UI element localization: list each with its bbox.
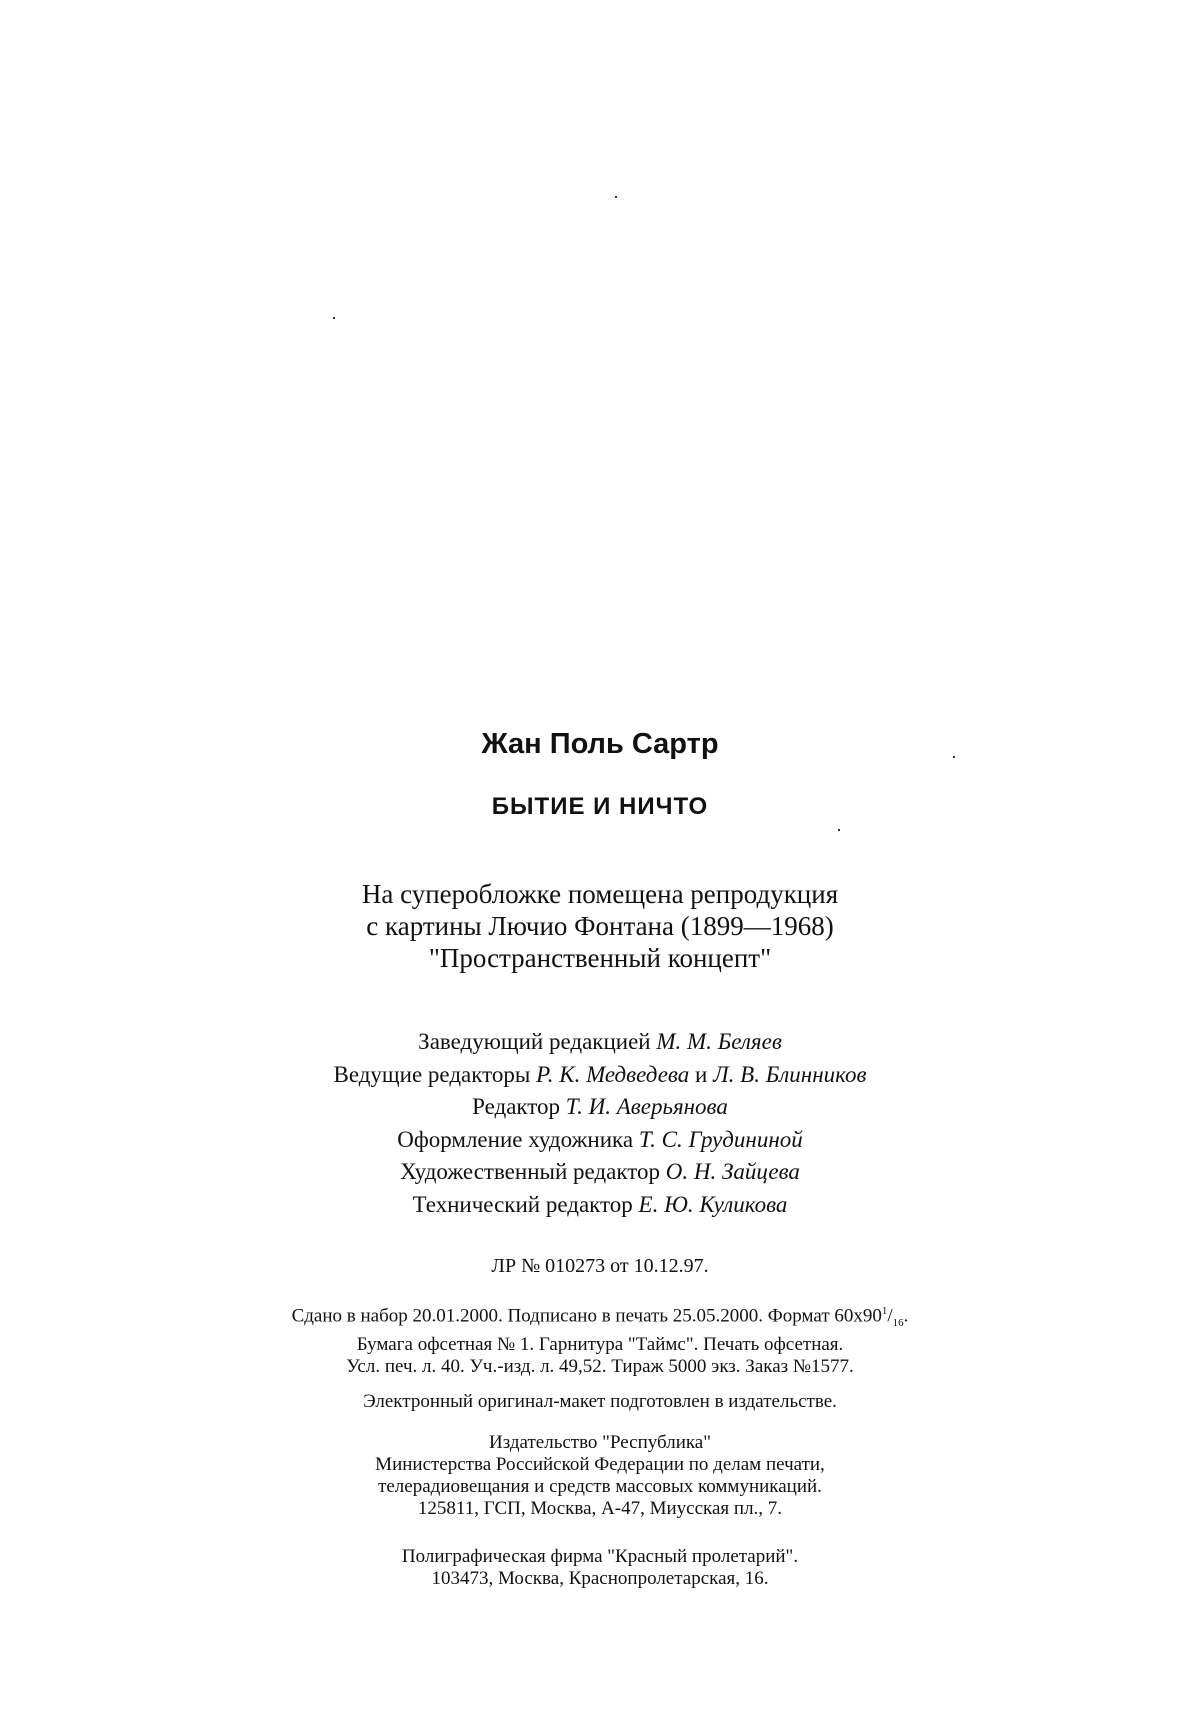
book-title: БЫТИЕ И НИЧТО: [491, 793, 709, 820]
credit-name: М. М. Беляев: [656, 1029, 782, 1054]
printer-info: [0, 1546, 1200, 1590]
credit-line: [0, 1026, 1200, 1059]
printer-line: Полиграфическая фирма "Красный пролетарий".: [401, 1546, 799, 1567]
scan-speck: [615, 196, 617, 198]
license-number: ЛР № 010273 от 10.12.97.: [491, 1255, 709, 1277]
credit-role: Оформление художника: [397, 1126, 634, 1152]
print-details: [0, 1300, 1200, 1378]
print-line: Сдано в набор 20.01.2000. Подписано в печать 25.05.2000. Формат $60x90^1/_{16}$.: [291, 1305, 909, 1330]
cover-note: [0, 878, 1200, 974]
publisher-line: Министерства Российской Федерации по делам печати,: [375, 1454, 825, 1475]
credit-line: [0, 1059, 1200, 1092]
credit-name: Р. К. Медведева: [536, 1061, 690, 1087]
credit-line: [0, 1091, 1200, 1124]
print-line-end: .: [903, 1305, 909, 1327]
electronic-layout-note: Электронный оригинал-макет подготовлен в издательстве.: [363, 1391, 837, 1412]
cover-note-line: с картины Лючио Фонтана (1899—1968): [366, 911, 834, 941]
credit-line: [0, 1189, 1200, 1222]
credit-conjunction: и: [695, 1061, 708, 1087]
publisher-info: [0, 1432, 1200, 1520]
format-fraction-denominator: 16: [892, 1317, 904, 1330]
credit-name: Т. И. Аверьянова: [565, 1094, 728, 1119]
publisher-line: Издательство "Республика": [488, 1432, 711, 1453]
credit-role: Художественный редактор: [400, 1159, 660, 1184]
author-name: Жан Поль Сартр: [481, 728, 719, 760]
publisher-line: 125811, ГСП, Москва, А-47, Миусская пл., 7.: [417, 1498, 783, 1519]
credit-name: О. Н. Зайцева: [665, 1159, 800, 1184]
credit-role: Ведущие редакторы: [333, 1061, 531, 1087]
printer-line: 103473, Москва, Краснопролетарская, 16.: [431, 1568, 769, 1589]
publisher-line: телерадиовещания и средств массовых коммуникаций.: [378, 1476, 822, 1497]
credit-line: [0, 1156, 1200, 1189]
credit-name: Е. Ю. Куликова: [638, 1191, 788, 1217]
print-line: Бумага офсетная № 1. Гарнитура "Таймс". Печать офсетная.: [356, 1334, 844, 1356]
credit-name: Л. В. Блинников: [713, 1061, 867, 1087]
credit-name: Т. С. Грудининой: [638, 1126, 803, 1152]
print-line: Усл. печ. л. 40. Уч.-изд. л. 49,52. Тираж 5000 экз. Заказ №1577.: [346, 1356, 854, 1378]
format-fraction-numerator: 1: [881, 1305, 888, 1317]
scan-speck: [838, 829, 840, 831]
editorial-credits: [0, 1026, 1200, 1221]
credit-line: [0, 1124, 1200, 1157]
credit-role: Редактор: [472, 1094, 561, 1119]
cover-note-line: На суперобложке помещена репродукция: [361, 879, 839, 909]
scan-speck: [333, 317, 335, 319]
print-line-text: Сдано в набор 20.01.2000. Подписано в печать 25.05.2000. Формат 60x90: [291, 1305, 882, 1327]
credit-role: Заведующий редакцией: [418, 1029, 651, 1054]
cover-note-line: "Пространственный концепт": [428, 943, 772, 973]
credit-role: Технический редактор: [412, 1191, 633, 1217]
